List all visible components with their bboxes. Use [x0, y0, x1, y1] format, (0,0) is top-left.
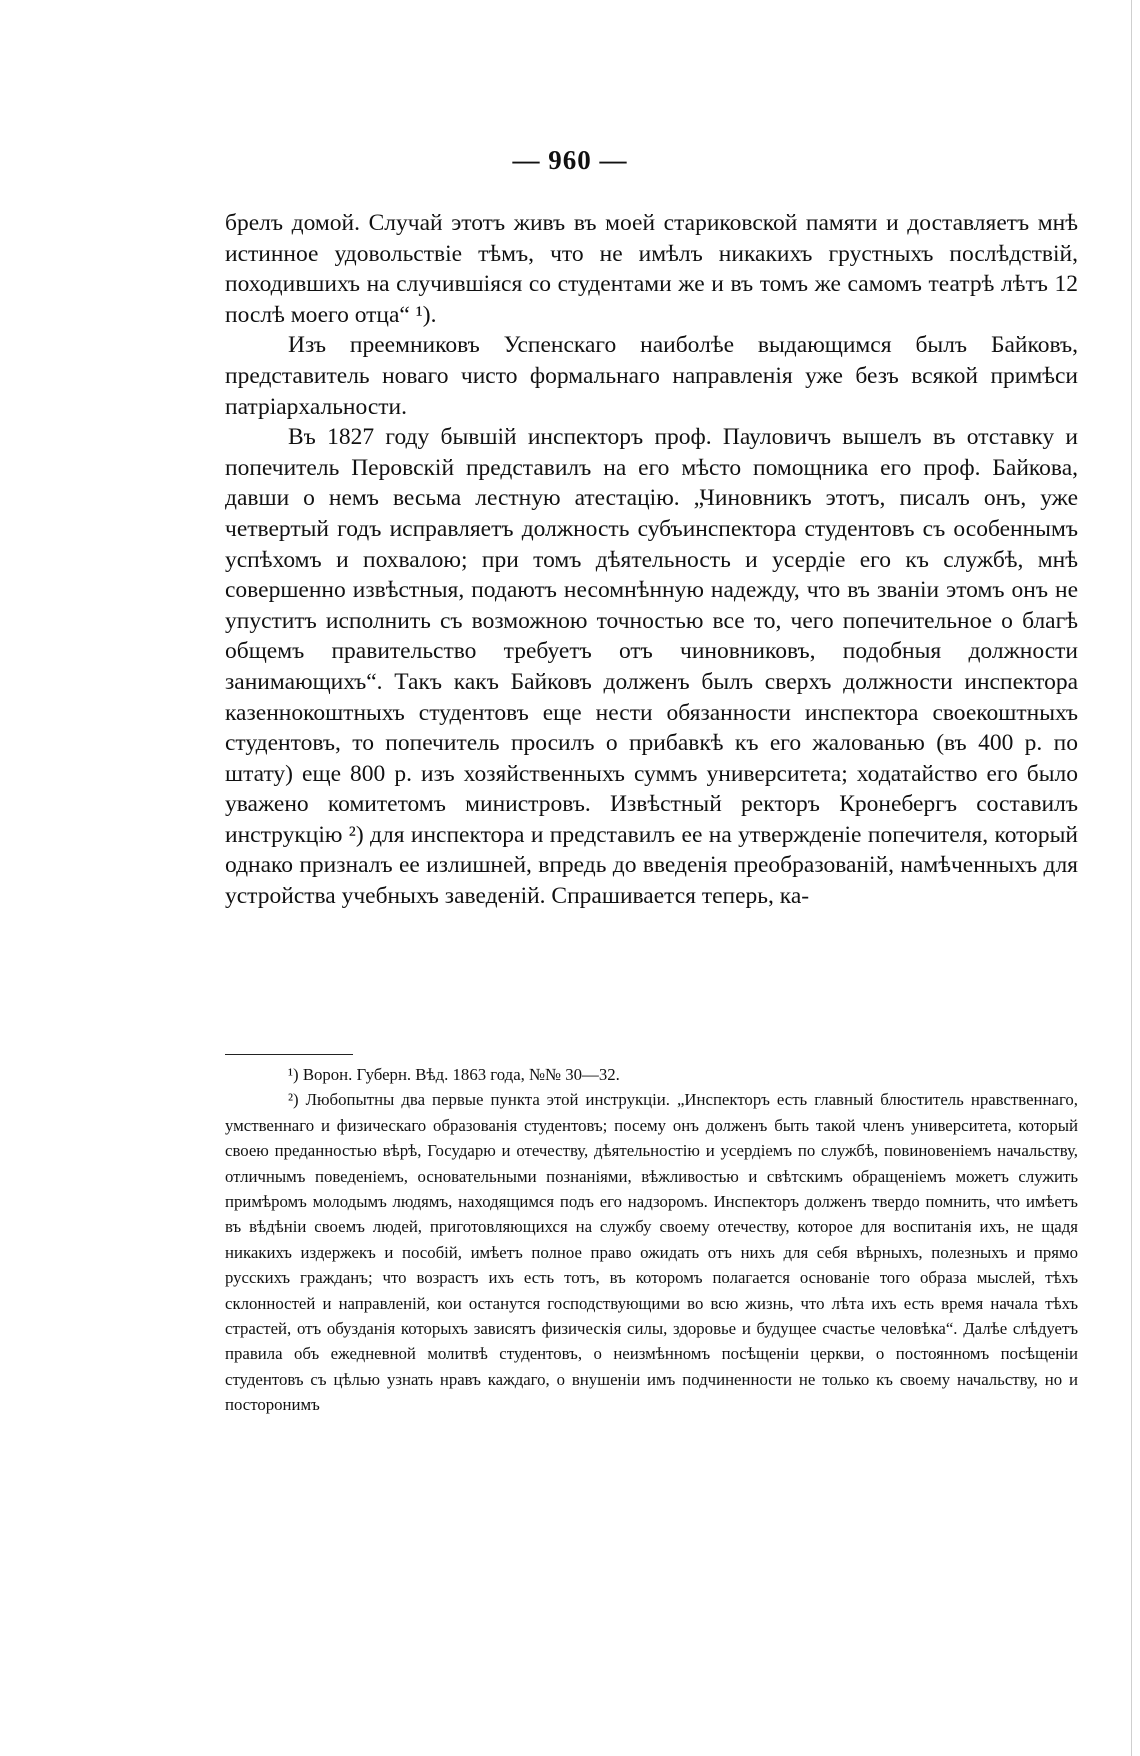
footnote-2: ²) Любопытны два первые пункта этой инструкціи. „Инспекторъ есть главный блюститель нравственнаго, умственнаго и физическаго образованія студентовъ; посему онъ долженъ быть такой членъ университета, который своею преданностью вѣрѣ, Государю и отечеству, дѣятельностію и усердіемъ по службѣ, повиновеніемъ начальству, отличнымъ поведеніемъ, основательными познаніями, вѣжливостью и свѣтскимъ обращеніемъ можетъ служить примѣромъ молодымъ людямъ, находящимся подъ его надзоромъ. Инспекторъ долженъ твердо помнить, что имѣетъ въ вѣдѣніи своемъ людей, приготовляющихся на службу своему отечеству, которое для воспитанія ихъ, не щадя никакихъ издержекъ и пособій, имѣетъ полное право ожидать отъ нихъ для себя вѣрныхъ, полезныхъ и прямо русскихъ гражданъ; что возрастъ ихъ есть тотъ, въ которомъ полагается основаніе того образа мыслей, тѣхъ склонностей и направленій, кои останутся господствующими во всю жизнь, что лѣта ихъ есть время начала тѣхъ страстей, отъ обузданія которыхъ зависятъ физическія силы, здоровье и будущее счастье человѣка“. Далѣе слѣдуетъ правила объ ежедневной молитвѣ студентовъ, о неизмѣнномъ посѣщеніи церкви, о постоянномъ посѣщеніи студентовъ съ цѣлью узнать нравъ каждаго, о внушеніи имъ подчиненности не только къ своему начальству, но и посторонимъ — [225, 1090, 1078, 1415]
page-edge-line — [1131, 0, 1132, 1756]
paragraph-inspector: Въ 1827 году бывшій инспекторъ проф. Пауловичъ вышелъ въ отставку и попечитель Перовскій представилъ на его мѣсто помощника его проф. Байкова, давши о немъ весьма лестную атестацію. „Чиновникъ этотъ, писалъ онъ, уже четвертый годъ исправляетъ должность субъинспектора студентовъ съ особеннымъ успѣхомъ и похвалою; при томъ дѣятельность и усердіе его къ службѣ, мнѣ совершенно извѣстныя, подаютъ несомнѣнную надежду, что въ званіи этомъ онъ не упуститъ исполнить съ возможною точностью все то, чего попечительное о благѣ общемъ правительство требуетъ отъ чиновниковъ, подобныя должности занимающихъ“. Такъ какъ Байковъ долженъ былъ сверхъ должности инспектора казеннокоштныхъ студентовъ еще нести обязанности инспектора своекоштныхъ студентовъ, то попечитель просилъ о прибавкѣ къ его жалованью (въ 400 р. по штату) еще 800 р. изъ хозяйственныхъ суммъ университета; ходатайство его было уважено комитетомъ министровъ. Извѣстный ректоръ Кронебергъ составилъ инструкцію ²) для инспектора и представилъ ее на утвержденіе попечителя, который однако призналъ ее излишней, впредь до введенія преобразованій, намѣченныхъ для устройства учебныхъ заведеній. Спрашивается теперь, ка- — [225, 424, 1078, 910]
page-number: — 960 — — [512, 145, 628, 175]
footnote-divider — [225, 1054, 353, 1055]
footnotes — [225, 1062, 1078, 1418]
paragraph-continuation: брелъ домой. Случай этотъ живъ въ моей стариковской памяти и доставляетъ мнѣ истинное удовольствіе тѣмъ, что не имѣлъ никакихъ грустныхъ послѣдствій, походившихъ на случившіяся со студентами же и въ томъ же самомъ театрѣ лѣтъ 12 послѣ моего отца“ ¹). — [225, 210, 1078, 328]
paragraph-successors: Изъ преемниковъ Успенскаго наиболѣе выдающимся былъ Байковъ, представитель новаго чисто формальнаго направленія уже безъ всякой примѣси патріархальности. — [225, 332, 1078, 420]
main-text — [225, 208, 1078, 912]
footnote-1: ¹) Ворон. Губерн. Вѣд. 1863 года, №№ 30—32. — [288, 1065, 620, 1084]
